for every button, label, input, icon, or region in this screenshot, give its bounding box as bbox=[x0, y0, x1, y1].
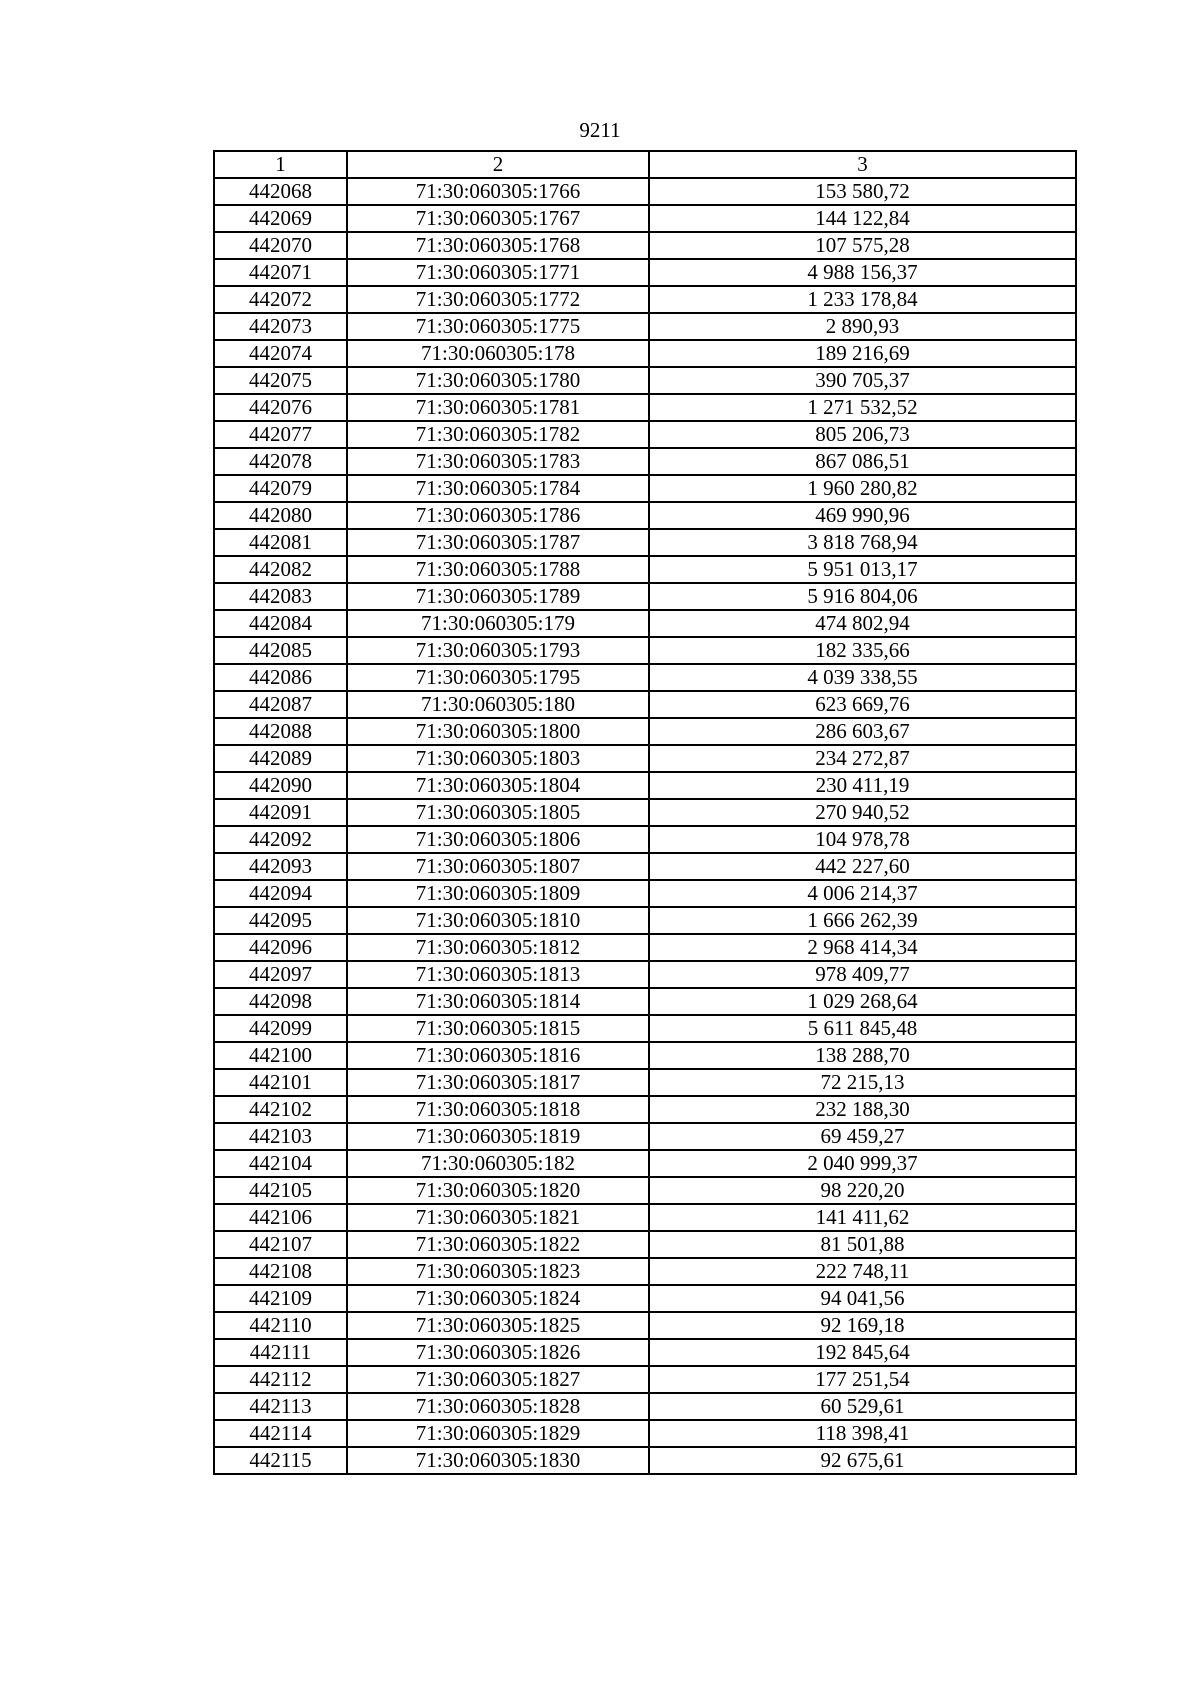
cadastral-id-cell: 71:30:060305:1818 bbox=[347, 1096, 649, 1123]
row-number-cell: 442099 bbox=[214, 1015, 347, 1042]
value-cell: 5 611 845,48 bbox=[649, 1015, 1076, 1042]
table-row bbox=[214, 1015, 1076, 1042]
table-row bbox=[214, 286, 1076, 313]
cadastral-id-cell: 71:30:060305:1800 bbox=[347, 718, 649, 745]
table-row bbox=[214, 664, 1076, 691]
table-row bbox=[214, 691, 1076, 718]
value-cell: 72 215,13 bbox=[649, 1069, 1076, 1096]
row-number-cell: 442092 bbox=[214, 826, 347, 853]
value-cell: 270 940,52 bbox=[649, 799, 1076, 826]
table-row bbox=[214, 718, 1076, 745]
cadastral-id-cell: 71:30:060305:1824 bbox=[347, 1285, 649, 1312]
row-number-cell: 442109 bbox=[214, 1285, 347, 1312]
row-number-cell: 442106 bbox=[214, 1204, 347, 1231]
cadastral-id-cell: 71:30:060305:1771 bbox=[347, 259, 649, 286]
table-row bbox=[214, 1285, 1076, 1312]
table-row bbox=[214, 394, 1076, 421]
cadastral-id-cell: 71:30:060305:1830 bbox=[347, 1447, 649, 1474]
value-cell: 182 335,66 bbox=[649, 637, 1076, 664]
row-number-cell: 442107 bbox=[214, 1231, 347, 1258]
table-row bbox=[214, 232, 1076, 259]
row-number-cell: 442101 bbox=[214, 1069, 347, 1096]
table-row bbox=[214, 1231, 1076, 1258]
cadastral-id-cell: 71:30:060305:1772 bbox=[347, 286, 649, 313]
table-row bbox=[214, 988, 1076, 1015]
value-cell: 1 271 532,52 bbox=[649, 394, 1076, 421]
table-row bbox=[214, 1312, 1076, 1339]
value-cell: 469 990,96 bbox=[649, 502, 1076, 529]
row-number-cell: 442084 bbox=[214, 610, 347, 637]
table-row bbox=[214, 610, 1076, 637]
cadastral-id-cell: 71:30:060305:1816 bbox=[347, 1042, 649, 1069]
row-number-cell: 442090 bbox=[214, 772, 347, 799]
table-row bbox=[214, 799, 1076, 826]
value-cell: 177 251,54 bbox=[649, 1366, 1076, 1393]
cadastral-id-cell: 71:30:060305:1821 bbox=[347, 1204, 649, 1231]
table-row bbox=[214, 1123, 1076, 1150]
value-cell: 92 169,18 bbox=[649, 1312, 1076, 1339]
row-number-cell: 442096 bbox=[214, 934, 347, 961]
cadastral-id-cell: 71:30:060305:1803 bbox=[347, 745, 649, 772]
value-cell: 5 951 013,17 bbox=[649, 556, 1076, 583]
row-number-cell: 442105 bbox=[214, 1177, 347, 1204]
cadastral-id-cell: 71:30:060305:1820 bbox=[347, 1177, 649, 1204]
table-row bbox=[214, 313, 1076, 340]
row-number-cell: 442110 bbox=[214, 1312, 347, 1339]
table-row bbox=[214, 1420, 1076, 1447]
row-number-cell: 442072 bbox=[214, 286, 347, 313]
value-cell: 118 398,41 bbox=[649, 1420, 1076, 1447]
cadastral-id-cell: 71:30:060305:1817 bbox=[347, 1069, 649, 1096]
row-number-cell: 442070 bbox=[214, 232, 347, 259]
cadastral-id-cell: 71:30:060305:1827 bbox=[347, 1366, 649, 1393]
value-cell: 1 666 262,39 bbox=[649, 907, 1076, 934]
cadastral-value-table bbox=[213, 150, 1077, 1475]
cadastral-id-cell: 71:30:060305:1825 bbox=[347, 1312, 649, 1339]
cadastral-id-cell: 71:30:060305:1810 bbox=[347, 907, 649, 934]
table-row bbox=[214, 340, 1076, 367]
cadastral-id-cell: 71:30:060305:1793 bbox=[347, 637, 649, 664]
row-number-cell: 442076 bbox=[214, 394, 347, 421]
value-cell: 5 916 804,06 bbox=[649, 583, 1076, 610]
table-row bbox=[214, 367, 1076, 394]
cadastral-id-cell: 71:30:060305:1828 bbox=[347, 1393, 649, 1420]
value-cell: 81 501,88 bbox=[649, 1231, 1076, 1258]
table-row bbox=[214, 907, 1076, 934]
column-header-number: 1 bbox=[214, 151, 347, 178]
table-row bbox=[214, 1339, 1076, 1366]
table-row bbox=[214, 259, 1076, 286]
cadastral-id-cell: 71:30:060305:1784 bbox=[347, 475, 649, 502]
cadastral-id-cell: 71:30:060305:182 bbox=[347, 1150, 649, 1177]
row-number-cell: 442082 bbox=[214, 556, 347, 583]
row-number-cell: 442103 bbox=[214, 1123, 347, 1150]
value-cell: 4 988 156,37 bbox=[649, 259, 1076, 286]
cadastral-id-cell: 71:30:060305:1807 bbox=[347, 853, 649, 880]
value-cell: 867 086,51 bbox=[649, 448, 1076, 475]
row-number-cell: 442078 bbox=[214, 448, 347, 475]
table-row bbox=[214, 583, 1076, 610]
row-number-cell: 442068 bbox=[214, 178, 347, 205]
cadastral-id-cell: 71:30:060305:1804 bbox=[347, 772, 649, 799]
cadastral-id-cell: 71:30:060305:1780 bbox=[347, 367, 649, 394]
cadastral-id-cell: 71:30:060305:1783 bbox=[347, 448, 649, 475]
cadastral-id-cell: 71:30:060305:1768 bbox=[347, 232, 649, 259]
value-cell: 3 818 768,94 bbox=[649, 529, 1076, 556]
row-number-cell: 442085 bbox=[214, 637, 347, 664]
row-number-cell: 442094 bbox=[214, 880, 347, 907]
table-row bbox=[214, 556, 1076, 583]
value-cell: 98 220,20 bbox=[649, 1177, 1076, 1204]
cadastral-id-cell: 71:30:060305:1823 bbox=[347, 1258, 649, 1285]
row-number-cell: 442104 bbox=[214, 1150, 347, 1177]
column-header-cadastral-id: 2 bbox=[347, 151, 649, 178]
cadastral-id-cell: 71:30:060305:179 bbox=[347, 610, 649, 637]
value-cell: 1 960 280,82 bbox=[649, 475, 1076, 502]
cadastral-id-cell: 71:30:060305:1829 bbox=[347, 1420, 649, 1447]
table-row bbox=[214, 1069, 1076, 1096]
cadastral-id-cell: 71:30:060305:180 bbox=[347, 691, 649, 718]
table-row bbox=[214, 178, 1076, 205]
value-cell: 232 188,30 bbox=[649, 1096, 1076, 1123]
value-cell: 442 227,60 bbox=[649, 853, 1076, 880]
row-number-cell: 442086 bbox=[214, 664, 347, 691]
value-cell: 805 206,73 bbox=[649, 421, 1076, 448]
row-number-cell: 442088 bbox=[214, 718, 347, 745]
value-cell: 2 040 999,37 bbox=[649, 1150, 1076, 1177]
row-number-cell: 442091 bbox=[214, 799, 347, 826]
value-cell: 4 039 338,55 bbox=[649, 664, 1076, 691]
table-row bbox=[214, 853, 1076, 880]
table-body bbox=[214, 178, 1076, 1474]
row-number-cell: 442102 bbox=[214, 1096, 347, 1123]
cadastral-id-cell: 71:30:060305:1782 bbox=[347, 421, 649, 448]
row-number-cell: 442077 bbox=[214, 421, 347, 448]
cadastral-id-cell: 71:30:060305:1819 bbox=[347, 1123, 649, 1150]
cadastral-id-cell: 71:30:060305:1822 bbox=[347, 1231, 649, 1258]
row-number-cell: 442069 bbox=[214, 205, 347, 232]
table-row bbox=[214, 772, 1076, 799]
value-cell: 141 411,62 bbox=[649, 1204, 1076, 1231]
cadastral-id-cell: 71:30:060305:1814 bbox=[347, 988, 649, 1015]
table-row bbox=[214, 1258, 1076, 1285]
value-cell: 69 459,27 bbox=[649, 1123, 1076, 1150]
value-cell: 286 603,67 bbox=[649, 718, 1076, 745]
cadastral-id-cell: 71:30:060305:1809 bbox=[347, 880, 649, 907]
value-cell: 2 968 414,34 bbox=[649, 934, 1076, 961]
table-row bbox=[214, 448, 1076, 475]
value-cell: 230 411,19 bbox=[649, 772, 1076, 799]
value-cell: 2 890,93 bbox=[649, 313, 1076, 340]
row-number-cell: 442115 bbox=[214, 1447, 347, 1474]
value-cell: 189 216,69 bbox=[649, 340, 1076, 367]
row-number-cell: 442081 bbox=[214, 529, 347, 556]
value-cell: 153 580,72 bbox=[649, 178, 1076, 205]
value-cell: 192 845,64 bbox=[649, 1339, 1076, 1366]
value-cell: 390 705,37 bbox=[649, 367, 1076, 394]
table-row bbox=[214, 961, 1076, 988]
table-row bbox=[214, 1096, 1076, 1123]
row-number-cell: 442087 bbox=[214, 691, 347, 718]
row-number-cell: 442095 bbox=[214, 907, 347, 934]
value-cell: 138 288,70 bbox=[649, 1042, 1076, 1069]
cadastral-id-cell: 71:30:060305:1805 bbox=[347, 799, 649, 826]
row-number-cell: 442098 bbox=[214, 988, 347, 1015]
cadastral-id-cell: 71:30:060305:1813 bbox=[347, 961, 649, 988]
table-row bbox=[214, 745, 1076, 772]
table-row bbox=[214, 1204, 1076, 1231]
cadastral-id-cell: 71:30:060305:1786 bbox=[347, 502, 649, 529]
row-number-cell: 442112 bbox=[214, 1366, 347, 1393]
value-cell: 4 006 214,37 bbox=[649, 880, 1076, 907]
table-header-row bbox=[214, 151, 1076, 178]
value-cell: 107 575,28 bbox=[649, 232, 1076, 259]
value-cell: 92 675,61 bbox=[649, 1447, 1076, 1474]
cadastral-id-cell: 71:30:060305:1781 bbox=[347, 394, 649, 421]
value-cell: 104 978,78 bbox=[649, 826, 1076, 853]
table-row bbox=[214, 502, 1076, 529]
row-number-cell: 442108 bbox=[214, 1258, 347, 1285]
cadastral-id-cell: 71:30:060305:1775 bbox=[347, 313, 649, 340]
cadastral-id-cell: 71:30:060305:1795 bbox=[347, 664, 649, 691]
table-row bbox=[214, 934, 1076, 961]
table-row bbox=[214, 205, 1076, 232]
value-cell: 144 122,84 bbox=[649, 205, 1076, 232]
cadastral-id-cell: 71:30:060305:1826 bbox=[347, 1339, 649, 1366]
row-number-cell: 442080 bbox=[214, 502, 347, 529]
cadastral-id-cell: 71:30:060305:1812 bbox=[347, 934, 649, 961]
value-cell: 234 272,87 bbox=[649, 745, 1076, 772]
row-number-cell: 442113 bbox=[214, 1393, 347, 1420]
table-row bbox=[214, 1150, 1076, 1177]
value-cell: 60 529,61 bbox=[649, 1393, 1076, 1420]
row-number-cell: 442089 bbox=[214, 745, 347, 772]
row-number-cell: 442071 bbox=[214, 259, 347, 286]
column-header-value: 3 bbox=[649, 151, 1076, 178]
cadastral-id-cell: 71:30:060305:1815 bbox=[347, 1015, 649, 1042]
value-cell: 1 233 178,84 bbox=[649, 286, 1076, 313]
row-number-cell: 442100 bbox=[214, 1042, 347, 1069]
row-number-cell: 442075 bbox=[214, 367, 347, 394]
cadastral-id-cell: 71:30:060305:1766 bbox=[347, 178, 649, 205]
table-row bbox=[214, 1177, 1076, 1204]
table-row bbox=[214, 1393, 1076, 1420]
cadastral-id-cell: 71:30:060305:178 bbox=[347, 340, 649, 367]
row-number-cell: 442111 bbox=[214, 1339, 347, 1366]
table-row bbox=[214, 826, 1076, 853]
cadastral-id-cell: 71:30:060305:1788 bbox=[347, 556, 649, 583]
value-cell: 978 409,77 bbox=[649, 961, 1076, 988]
value-cell: 1 029 268,64 bbox=[649, 988, 1076, 1015]
cadastral-id-cell: 71:30:060305:1767 bbox=[347, 205, 649, 232]
value-cell: 474 802,94 bbox=[649, 610, 1076, 637]
table-row bbox=[214, 1366, 1076, 1393]
table-row bbox=[214, 475, 1076, 502]
table-row bbox=[214, 880, 1076, 907]
table-row bbox=[214, 421, 1076, 448]
cadastral-id-cell: 71:30:060305:1789 bbox=[347, 583, 649, 610]
table-row bbox=[214, 1042, 1076, 1069]
cadastral-id-cell: 71:30:060305:1806 bbox=[347, 826, 649, 853]
table-row bbox=[214, 1447, 1076, 1474]
value-cell: 94 041,56 bbox=[649, 1285, 1076, 1312]
table-row bbox=[214, 637, 1076, 664]
row-number-cell: 442114 bbox=[214, 1420, 347, 1447]
value-cell: 222 748,11 bbox=[649, 1258, 1076, 1285]
page-number: 9211 bbox=[579, 118, 621, 142]
table-row bbox=[214, 529, 1076, 556]
row-number-cell: 442073 bbox=[214, 313, 347, 340]
cadastral-id-cell: 71:30:060305:1787 bbox=[347, 529, 649, 556]
row-number-cell: 442097 bbox=[214, 961, 347, 988]
row-number-cell: 442083 bbox=[214, 583, 347, 610]
value-cell: 623 669,76 bbox=[649, 691, 1076, 718]
row-number-cell: 442093 bbox=[214, 853, 347, 880]
row-number-cell: 442079 bbox=[214, 475, 347, 502]
row-number-cell: 442074 bbox=[214, 340, 347, 367]
